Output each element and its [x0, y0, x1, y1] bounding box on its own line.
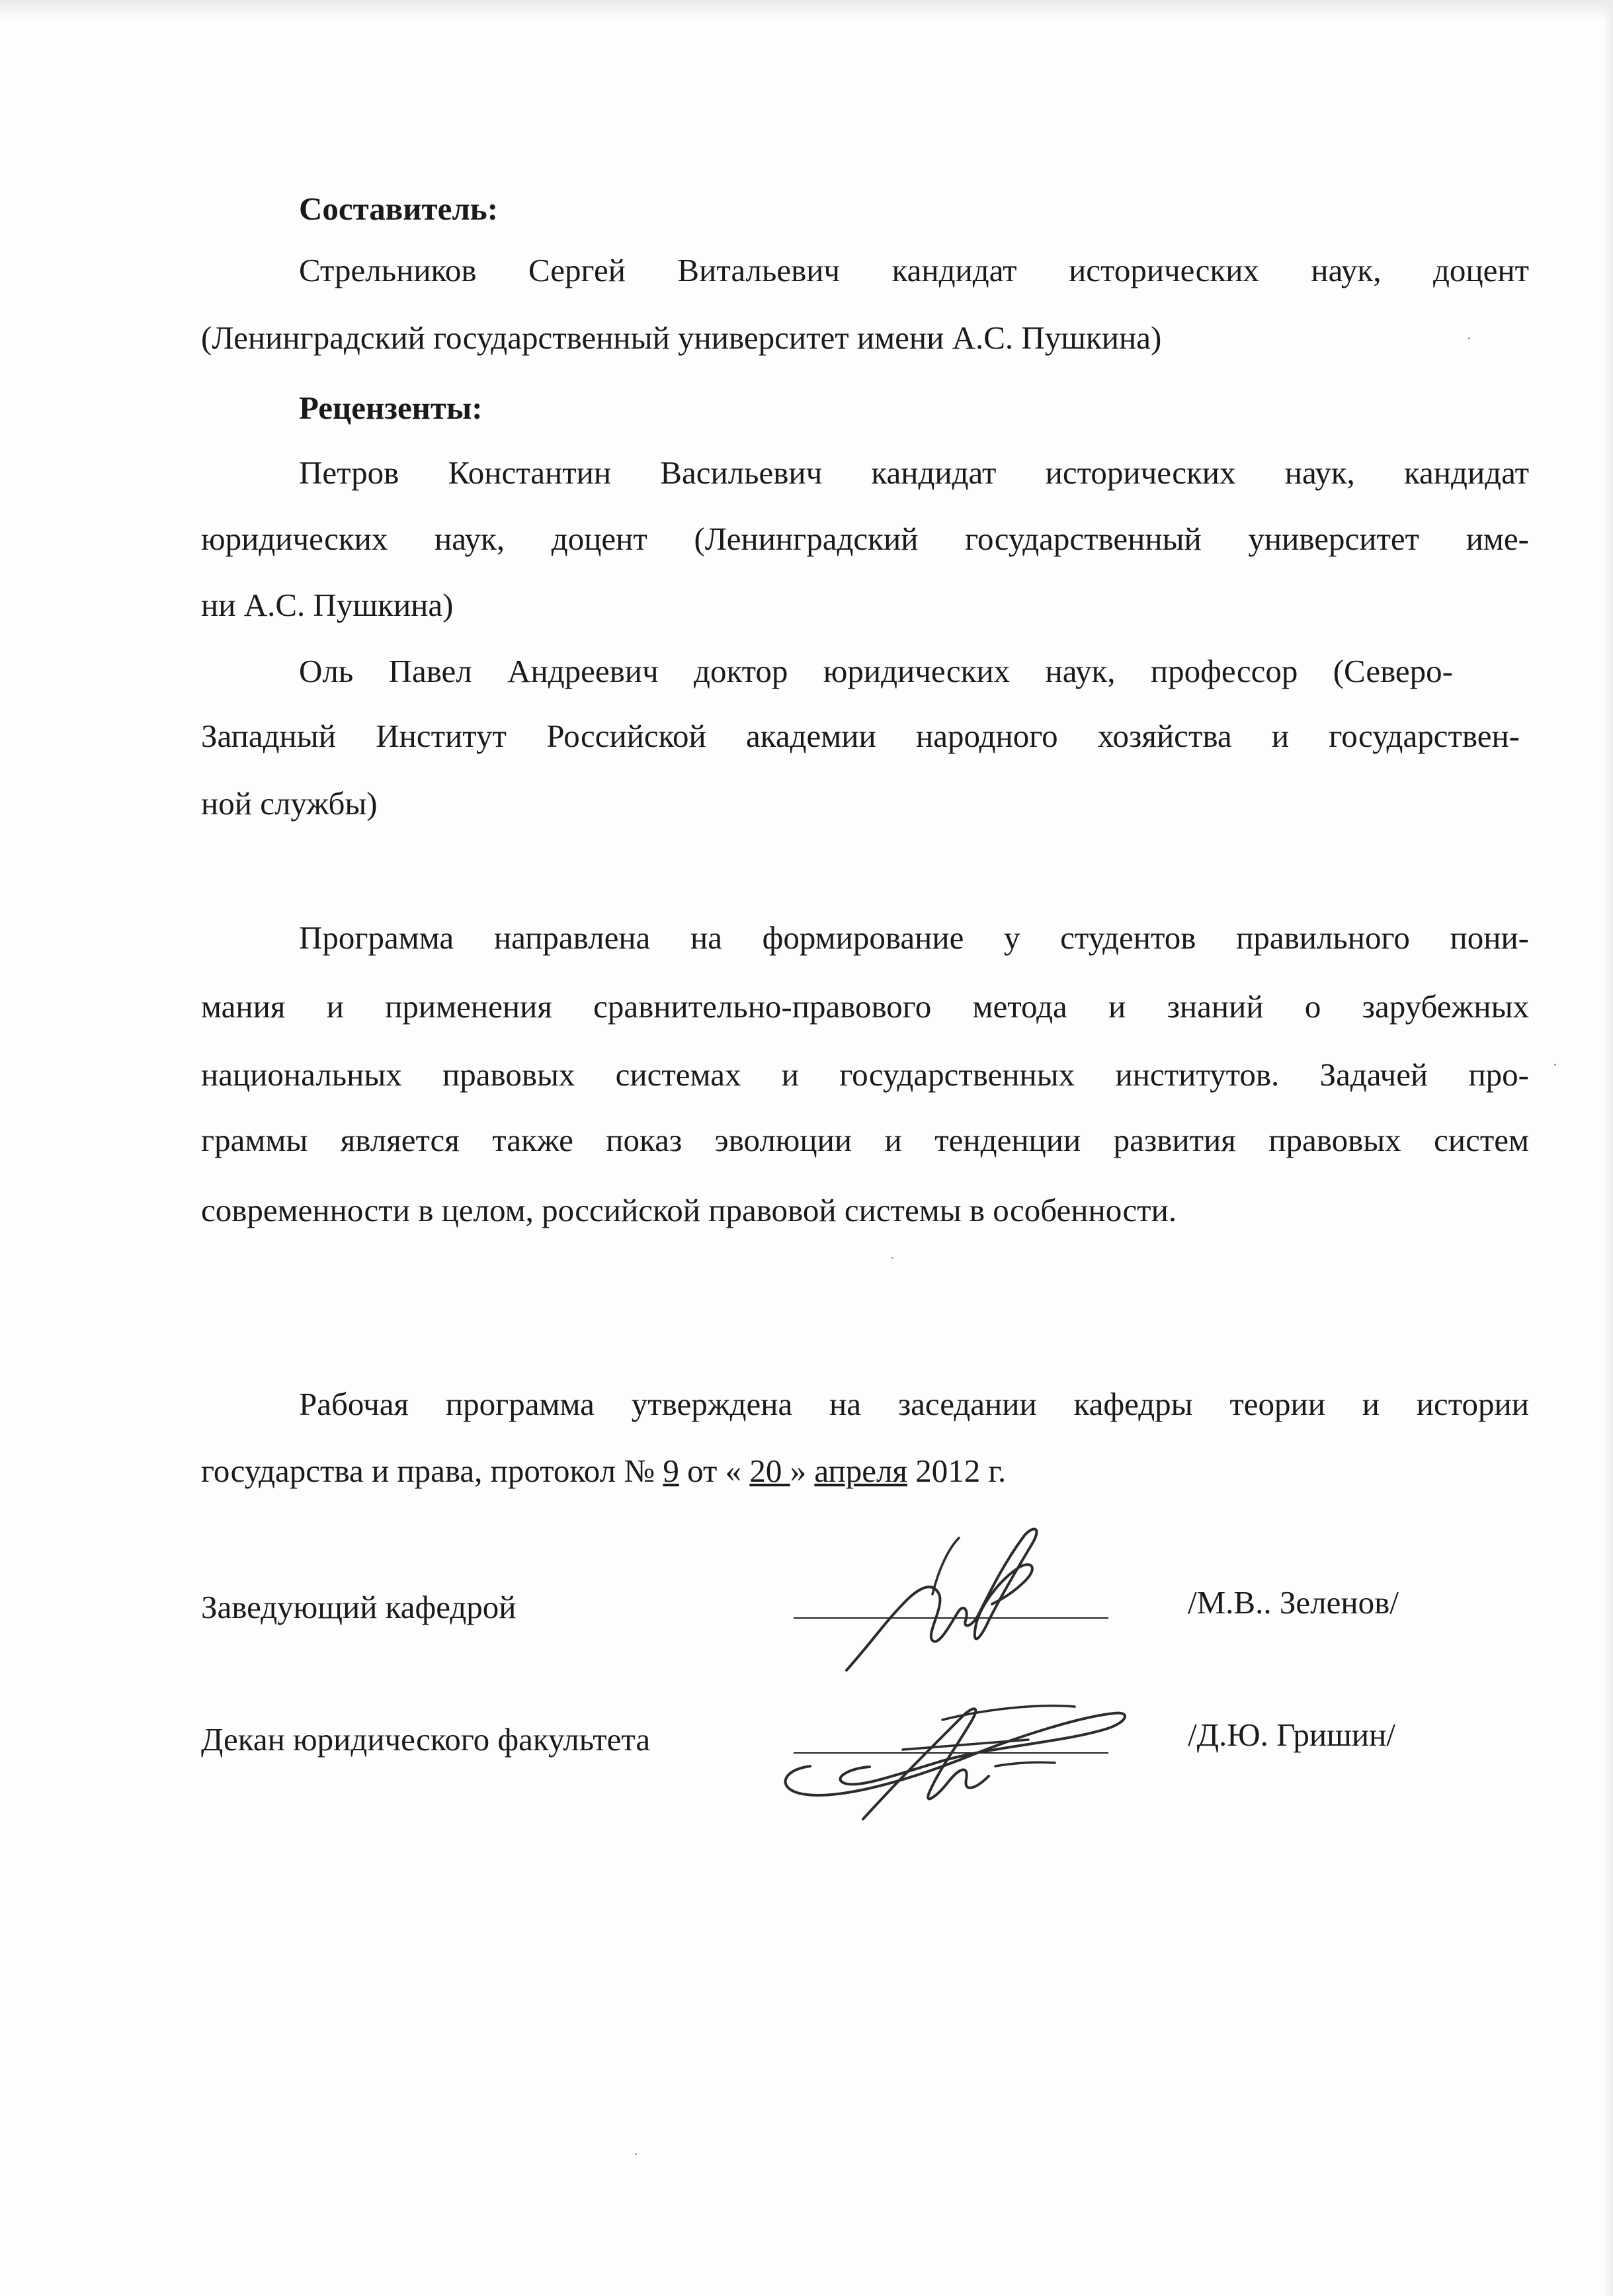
protocol-number: 9	[663, 1453, 679, 1489]
dean-handwritten-signature	[770, 1683, 1141, 1829]
head-handwritten-signature	[833, 1521, 1058, 1680]
head-of-department-name: /М.В.. Зеленов/	[1188, 1584, 1399, 1621]
reviewer-2-line: Оль Павел Андреевич доктор юридических наук, профессор (Северо-	[299, 653, 1453, 689]
reviewer-1-line: ни А.С. Пушкина)	[201, 587, 454, 623]
compiler-info-line: Стрельников Сергей Витальевич кандидат исторических наук, доцент	[299, 252, 1529, 288]
reviewer-2-line: ной службы)	[201, 785, 378, 822]
scan-speck	[1468, 337, 1470, 339]
dean-name: /Д.Ю. Гришин/	[1188, 1717, 1395, 1753]
reviewer-1-line: Петров Константин Васильевич кандидат исторических наук, кандидат	[299, 454, 1529, 491]
scan-shadow-top	[0, 0, 1613, 20]
approval-month: апреля	[814, 1453, 907, 1489]
description-line: граммы является также показ эволюции и тенденции развития правовых систем	[201, 1122, 1529, 1158]
dean-label: Декан юридического факультета	[201, 1721, 651, 1758]
reviewers-heading: Рецензенты:	[299, 390, 483, 426]
description-line: национальных правовых системах и государственных институтов. Задачей про-	[201, 1056, 1529, 1093]
compiler-heading: Составитель:	[299, 191, 499, 227]
reviewer-2-line: Западный Институт Российской академии народного хозяйства и государствен-	[201, 718, 1520, 754]
approval-line: Рабочая программа утверждена на заседании кафедры теории и истории	[299, 1386, 1529, 1422]
approval-text: 2012 г.	[907, 1453, 1007, 1489]
approval-text: »	[790, 1453, 815, 1489]
scan-speck	[1554, 1064, 1556, 1066]
head-of-department-label: Заведующий кафедрой	[201, 1589, 517, 1625]
scan-speck	[635, 2153, 637, 2155]
approval-day: 20	[749, 1453, 790, 1489]
approval-line	[201, 1455, 1006, 1487]
reviewer-1-line: юридических наук, доцент (Ленинградский государственный университет име-	[201, 521, 1529, 557]
approval-text: государства и права, протокол №	[201, 1453, 663, 1489]
description-line: Программа направлена на формирование у студентов правильного пони-	[299, 919, 1529, 956]
approval-text: от «	[679, 1453, 750, 1489]
description-line: современности в целом, российской правовой системы в особенности.	[201, 1192, 1177, 1228]
scan-speck	[891, 1257, 893, 1259]
compiler-info-line: (Ленинградский государственный университет имени А.С. Пушкина)	[201, 319, 1162, 356]
scan-shadow-right	[1604, 0, 1613, 2296]
description-line: мания и применения сравнительно-правового метода и знаний о зарубежных	[201, 988, 1529, 1025]
